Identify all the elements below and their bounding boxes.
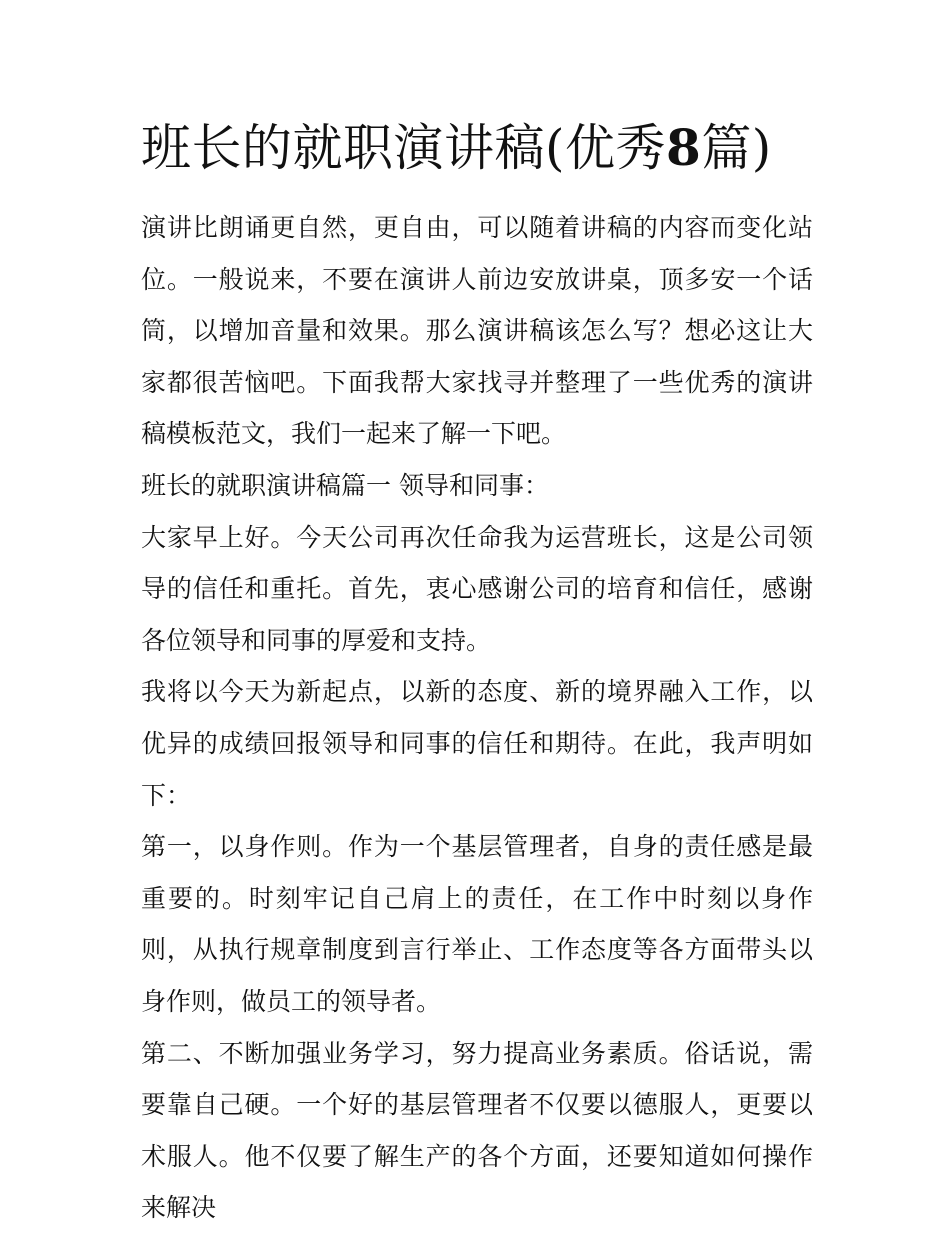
paragraph-pledge: 我将以今天为新起点，以新的态度、新的境界融入工作，以优异的成绩回报领导和同事的信任和期待。在此，我声明如下： <box>141 677 813 810</box>
intro-paragraph: 演讲比朗诵更自然，更自由，可以随着讲稿的内容而变化站位。一般说来，不要在演讲人前边安放讲桌，顶多安一个话筒，以增加音量和效果。那么演讲稿该怎么写？想必这让大家都很苦恼吧。下面我帮大家找寻并整理了一些优秀的演讲稿模板范文，我们一起来了解一下吧。 <box>141 213 813 449</box>
document-body <box>141 116 813 1234</box>
paragraph-greeting: 大家早上好。今天公司再次任命我为运营班长，这是公司领导的信任和重托。首先，衷心感谢公司的培育和信任，感谢各位领导和同事的厚爱和支持。 <box>141 522 813 655</box>
title-number: 8 <box>666 118 702 177</box>
title-suffix: 篇) <box>701 119 772 177</box>
body-text <box>141 202 813 1234</box>
section-heading-1: 班长的就职演讲稿篇一 领导和同事： <box>141 470 549 500</box>
paragraph-point-2: 第二、不断加强业务学习，努力提高业务素质。俗话说，需要靠自己硬。一个好的基层管理者不仅要以德服人，更要以术服人。他不仅要了解生产的各个方面，还要知道如何操作来解决 <box>141 1038 813 1223</box>
title-text: 班长的就职演讲稿(优秀 <box>141 119 667 177</box>
paragraph-point-1: 第一，以身作则。作为一个基层管理者，自身的责任感是最重要的。时刻牢记自己肩上的责任，在工作中时刻以身作则，从执行规章制度到言行举止、工作态度等各方面带头以身作则，做员工的领导者。 <box>141 832 813 1016</box>
document-title <box>141 116 813 180</box>
